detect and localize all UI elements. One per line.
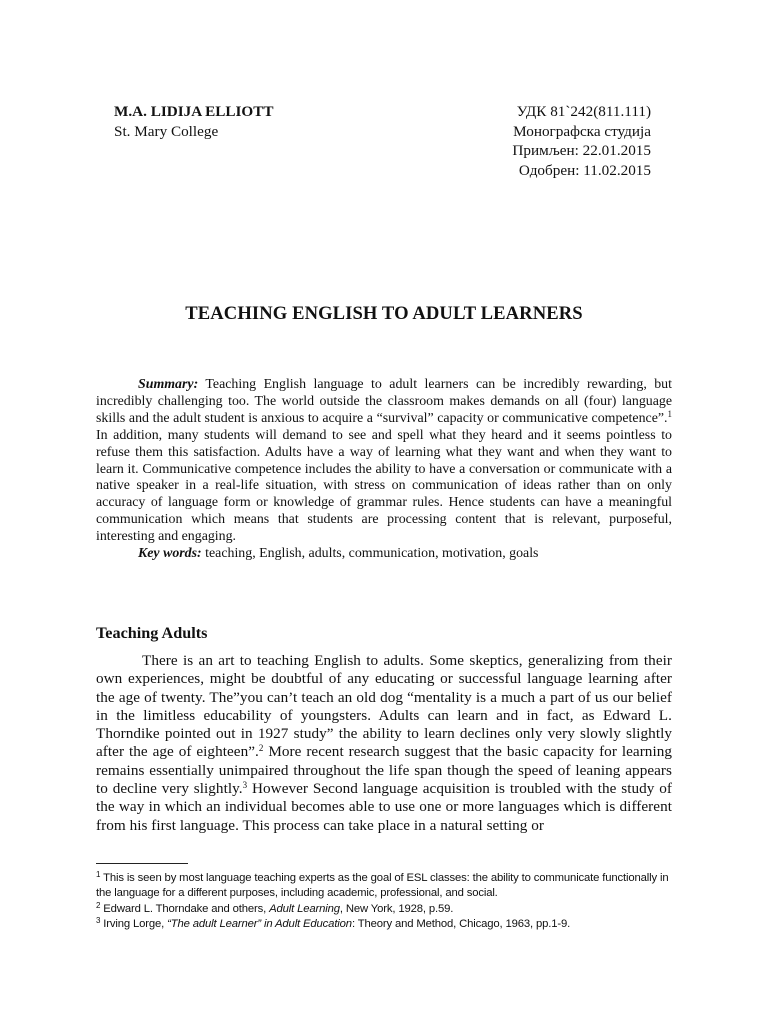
footnote-text-end: : Theory and Method, Chicago, 1963, pp.1-9. [351, 918, 571, 931]
article-header [114, 102, 651, 182]
body-text-1: There is an art to teaching English to adults. Some skeptics, generalizing from their own experiences, might be doubtful of any educating or successful language learning after the age of twenty. The”you can’t teach an old dog “mentality is a much a part of us our belief in the limitless educability of youngsters. Adults can learn and in fact, as Edward L. Thorndike pointed out in 1927 study” the ability to learn declines only very slowly slightly after the age of eighteen”. [96, 652, 672, 761]
footnotes [96, 871, 676, 933]
footnote-text: This is seen by most language teaching experts as the goal of ESL classes: the ability to communicate functionally in the language for a different purposes, including academic, professional, and social. [96, 872, 669, 900]
author-name: M.A. LIDIJA ELLIOTT [114, 103, 274, 120]
footnote-citation-title: Adult Learning [269, 902, 340, 915]
body-text-3: However Second language acquisition is troubled with the study of the way in which an individual becomes able to use one or more languages which is different from his first language. This process can take place in a natural setting or [96, 780, 672, 834]
summary-text-1: Teaching English language to adult learners can be incredibly rewarding, but incredibly challenging too. The world outside the classroom makes demands on all (four) language skills and the adult student is anxious to acquire a “survival” capacity or communicative competence”. [96, 377, 672, 426]
footnote-item [96, 871, 676, 902]
article-title: TEACHING ENGLISH TO ADULT LEARNERS [185, 303, 583, 324]
approved-date: Одобрен: 11.02.2015 [518, 161, 651, 179]
article-meta [512, 102, 651, 180]
article-type: Монографска студија [513, 122, 651, 140]
abstract [96, 377, 672, 563]
keywords-text: teaching, English, adults, communication, motivation, goals [201, 546, 539, 562]
footnote-text: Edward L. Thorndake and others, [100, 902, 270, 915]
summary-label: Summary: [138, 377, 199, 392]
keywords-label: Key words: [138, 546, 202, 562]
footnote-item [96, 902, 676, 917]
footnote-ref-2[interactable]: 2 [258, 743, 264, 754]
section-heading: Teaching Adults [96, 624, 208, 642]
section-body [96, 652, 672, 835]
summary-paragraph [96, 377, 672, 546]
author-affiliation: St. Mary College [114, 122, 219, 140]
udk-code: УДК 81`242(811.111) [516, 103, 651, 120]
summary-text-2: In addition, many students will demand to see and spell what they heard and it seems pointless to refuse them this satisfaction. Adults have a way of learning what they want and when they want to learn it. Communicative competence includes the ability to have a conversation or communicate with a native speaker in a real-life situation, with stress on communication of ideas rather than on only accuracy of language form or knowledge of grammar rules. Hence students can have a meaningful communication which means that students are processing content that is relevant, purposeful, interesting and engaging. [96, 427, 672, 545]
footnote-item [96, 917, 676, 932]
footnote-text-end: , New York, 1928, p.59. [339, 902, 454, 915]
footnote-citation-title: “The adult Learner” in Adult Education [167, 918, 352, 931]
body-text-2: More recent research suggest that the basic capacity for learning remains essentially unimpaired throughout the life span though the speed of leaning appears to decline very slightly. [96, 743, 672, 798]
body-paragraph [96, 652, 672, 835]
footnote-ref-1[interactable]: 1 [667, 408, 672, 419]
keywords-paragraph [96, 546, 672, 563]
footnote-number: 1 [96, 870, 101, 879]
footnote-ref-3[interactable]: 3 [242, 780, 248, 791]
footnote-text: Irving Lorge, [100, 918, 168, 931]
author-block [114, 102, 274, 141]
received-date: Примљен: 22.01.2015 [512, 142, 651, 160]
footnote-number: 2 [96, 900, 101, 910]
footnote-number: 3 [96, 916, 101, 926]
footnote-divider [96, 863, 188, 864]
